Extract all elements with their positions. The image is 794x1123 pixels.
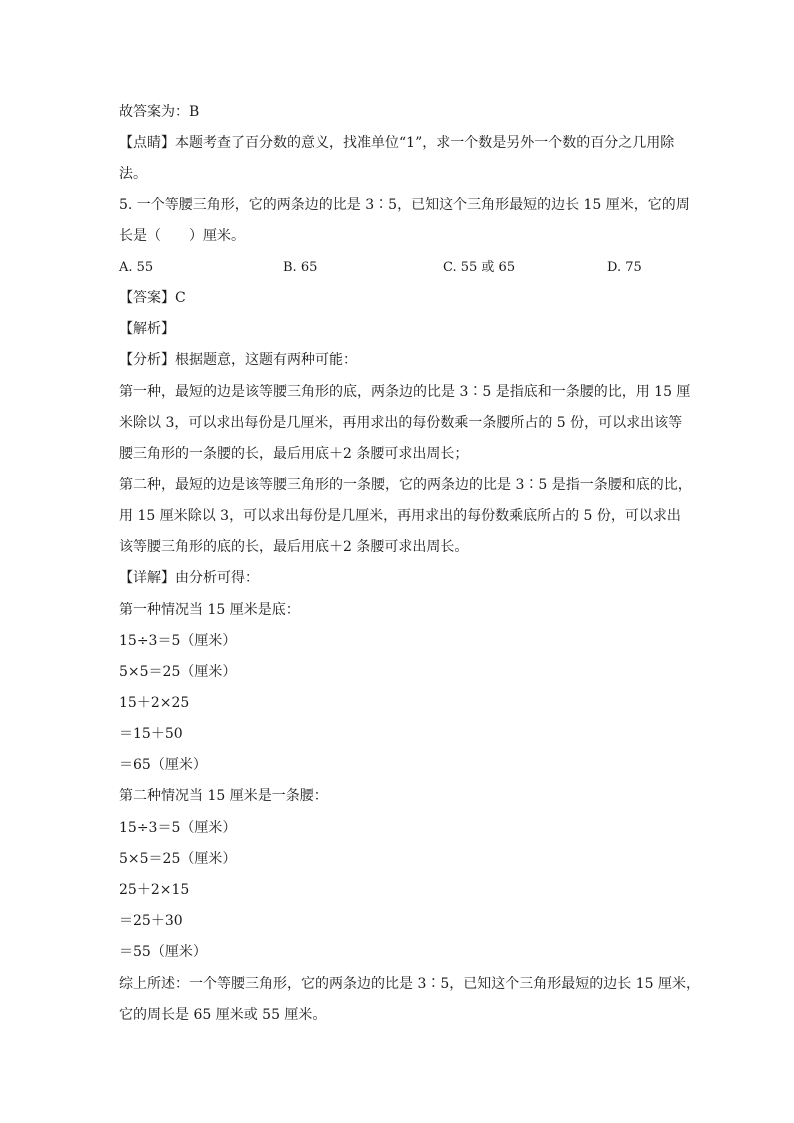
calc-line: ＝25＋30: [119, 913, 183, 929]
option-b: B. 65: [283, 260, 318, 275]
case-2-text-line-3: 该等腰三角形的底的长，最后用底＋2 条腰可求出周长。: [119, 539, 469, 555]
calc-line: 5×5＝25（厘米）: [119, 851, 237, 867]
case-2-text-line-1: 第二种，最短的边是该等腰三角形的一条腰，它的两条边的比是 3∶5 是指一条腰和底的比，: [119, 477, 692, 493]
tip-line-1: 【点睛】本题考查了百分数的意义，找准单位“1”，求一个数是另外一个数的百分之几用除: [119, 135, 675, 151]
case-2-text-line-2: 用 15 厘米除以 3，可以求出每份是几厘米，再用求出的每份数乘底所占的 5 份，可以求出: [119, 508, 681, 524]
answer-statement: 故答案为：B: [119, 104, 200, 120]
case-1-text-line-2: 米除以 3，可以求出每份是几厘米，再用求出的每份数乘一条腰所占的 5 份，可以求出该等: [119, 415, 683, 431]
option-c: C. 55 或 65: [443, 260, 516, 275]
analysis-intro: 【分析】根据题意，这题有两种可能：: [119, 352, 357, 368]
calc-line: 15÷3＝5（厘米）: [119, 633, 237, 649]
option-a: A. 55: [119, 260, 154, 275]
case-1-text-line-3: 腰三角形的一条腰的长，最后用底＋2 条腰可求出周长；: [119, 446, 469, 462]
question-5-line-2: 长是（ ）厘米。: [119, 228, 245, 244]
summary-line-2: 它的周长是 65 厘米或 55 厘米。: [119, 1007, 327, 1023]
case-2-heading: 第二种情况当 15 厘米是一条腰：: [119, 788, 328, 804]
tip-line-2: 法。: [119, 166, 147, 182]
option-d: D. 75: [607, 260, 642, 275]
detail-heading: 【详解】由分析可得：: [119, 570, 259, 586]
calc-line: 25＋2×15: [119, 882, 190, 898]
calc-line: 5×5＝25（厘米）: [119, 664, 237, 680]
calc-line: 15＋2×25: [119, 695, 190, 711]
case-1-text-line-1: 第一种，最短的边是该等腰三角形的底，两条边的比是 3∶5 是指底和一条腰的比，用 15 厘: [119, 384, 691, 400]
calc-line: ＝65（厘米）: [119, 757, 207, 773]
answer-label: 【答案】C: [119, 290, 186, 306]
case-1-heading: 第一种情况当 15 厘米是底：: [119, 602, 300, 618]
calc-line: 15÷3＝5（厘米）: [119, 820, 237, 836]
calc-line: ＝15＋50: [119, 726, 183, 742]
question-5-line-1: 5. 一个等腰三角形，它的两条边的比是 3∶5，已知这个三角形最短的边长 15 厘米，它的周: [119, 197, 690, 213]
analysis-heading: 【解析】: [119, 321, 175, 337]
summary-line-1: 综上所述：一个等腰三角形，它的两条边的比是 3∶5，已知这个三角形最短的边长 15 厘米，: [119, 976, 700, 992]
calc-line: ＝55（厘米）: [119, 944, 207, 960]
